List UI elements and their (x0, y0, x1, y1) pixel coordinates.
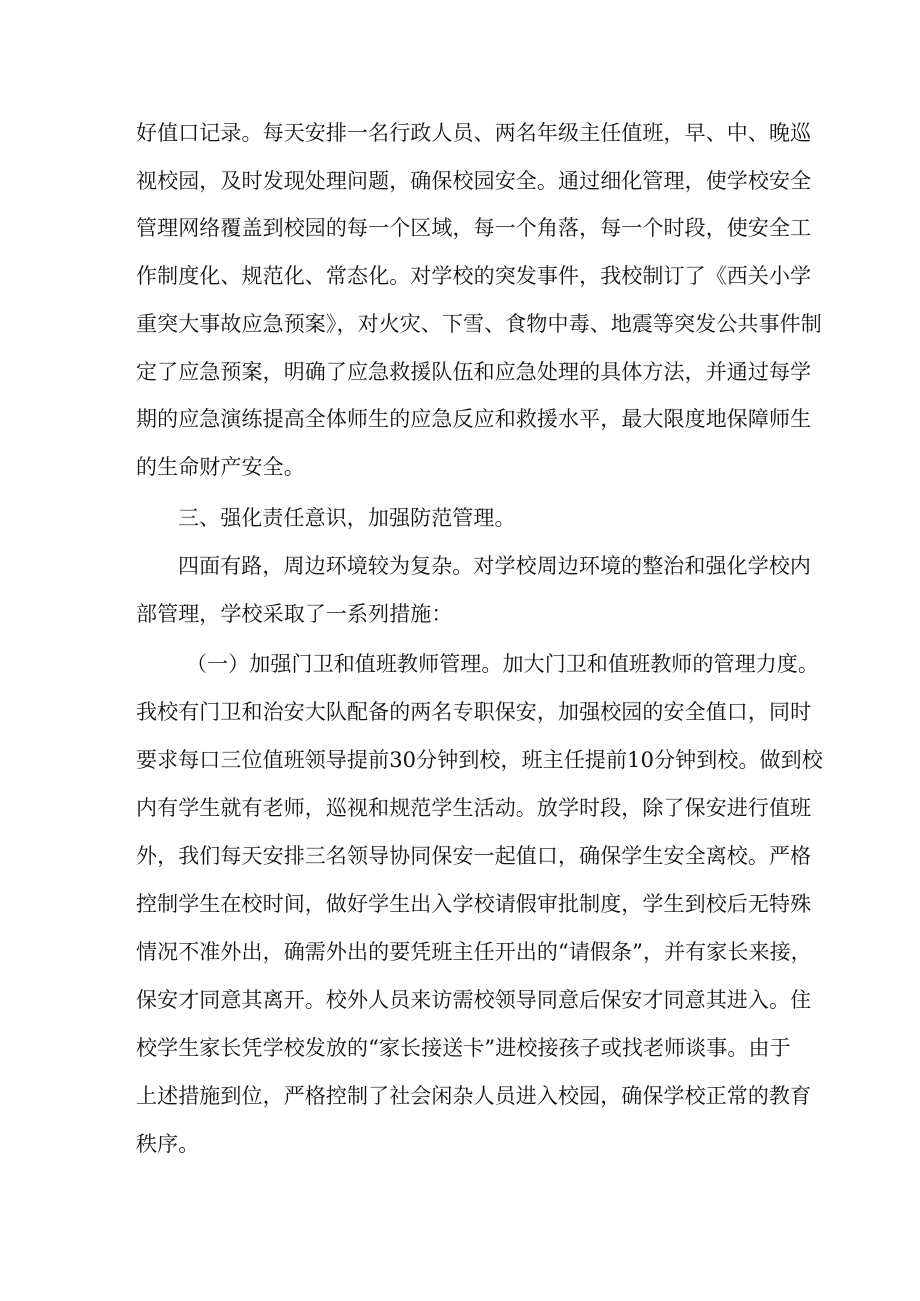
text-line-5: 重突大事故应急预案》，对火灾、下雪、食物中毒、地震等突发公共事件制 (136, 312, 822, 336)
text-line-14: 要求每口三位值班领导提前30分钟到校，班主任提前10分钟到校。做到校 (136, 748, 823, 772)
text-line-4: 作制度化、规范化、常态化。对学校的突发事件，我校制订了《西关小学 (136, 264, 812, 288)
text-line-18: 情况不准外出，确需外出的要凭班主任开出的“请假条”，并有家长来接， (136, 940, 812, 964)
text-line-19: 保安才同意其离开。校外人员来访需校领导同意后保安才同意其进入。住 (136, 988, 812, 1012)
text-line-7: 期的应急演练提高全体师生的应急反应和救援水平，最大限度地保障师生 (136, 407, 812, 431)
text-line-8: 的生命财产安全。 (136, 455, 305, 479)
text-line-3: 管理网络覆盖到校园的每一个区域，每一个角落，每一个时段，使安全工 (136, 216, 812, 240)
text-line-20: 校学生家长凭学校发放的“家长接送卡”进校接孩子或找老师谈事。由于 (136, 1036, 791, 1060)
text-line-22: 秩序。 (136, 1132, 200, 1156)
text-line-2: 视校园，及时发现处理问题，确保校园安全。通过细化管理，使学校安全 (136, 169, 812, 193)
text-line-10: 四面有路，周边环境较为复杂。对学校周边环境的整治和强化学校内 (178, 554, 811, 578)
text-line-21: 上述措施到位，严格控制了社会闲杂人员进入校园，确保学校正常的教育 (136, 1084, 812, 1108)
section-heading-3: 三、强化责任意识，加强防范管理。 (178, 506, 516, 530)
text-line-6: 定了应急预案，明确了应急救援队伍和应急处理的具体方法，并通过每学 (136, 360, 812, 384)
text-line-15: 内有学生就有老师，巡视和规范学生活动。放学时段，除了保安进行值班 (136, 796, 812, 820)
text-line-17: 控制学生在校时间，做好学生出入学校请假审批制度，学生到校后无特殊 (136, 892, 812, 916)
text-line-1: 好值口记录。每天安排一名行政人员、两名年级主任值班，早、中、晚巡 (136, 121, 812, 145)
text-line-11: 部管理，学校采取了一系列措施： (136, 602, 453, 626)
text-line-16: 外，我们每天安排三名领导协同保安一起值口，确保学生安全离校。严格 (136, 844, 812, 868)
subsection-heading-1: （一）加强门卫和值班教师管理。加大门卫和值班教师的管理力度。 (186, 652, 819, 676)
text-line-13: 我校有门卫和治安大队配备的两名专职保安，加强校园的安全值口，同时 (136, 700, 812, 724)
